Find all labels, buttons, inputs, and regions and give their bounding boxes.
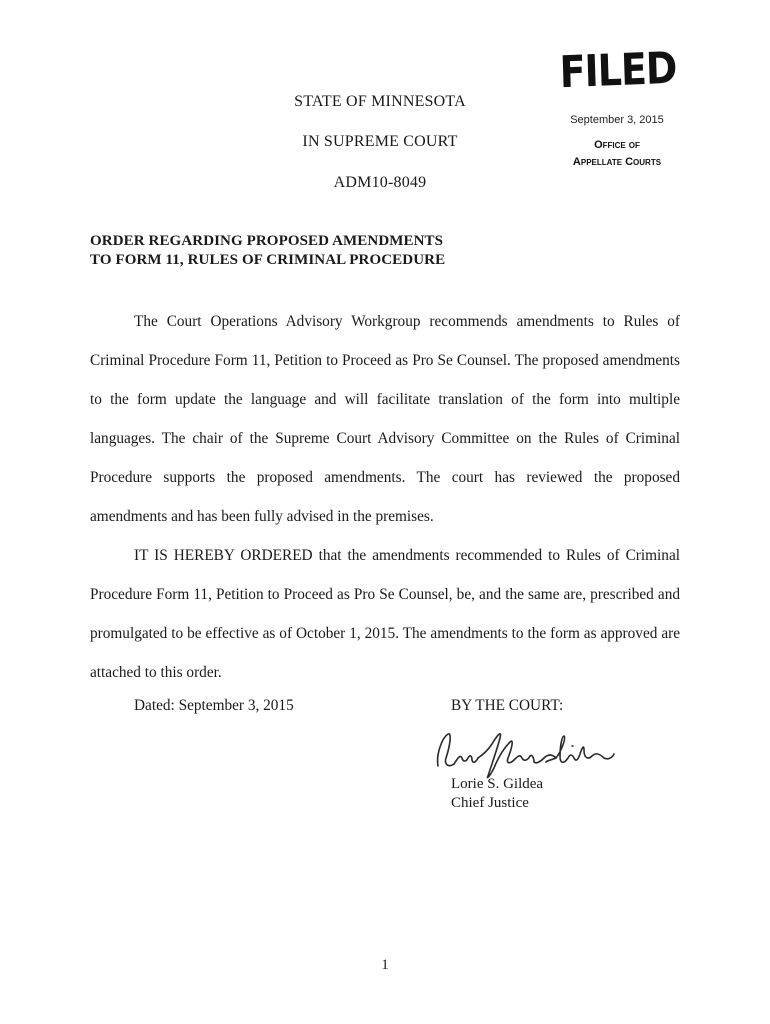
paragraph-order: IT IS HEREBY ORDERED that the amendments recommended to Rules of Criminal Procedure Form 11, Petition to Proceed as Pro Se Counsel, be, and the same are, prescribed and promulgated to be effective as of October 1, 2015. The amendments to the form as approved are attached to this order. (90, 547, 680, 681)
order-body (90, 302, 680, 692)
signature-image (428, 724, 618, 782)
filed-stamp-office (550, 137, 684, 171)
justice-title: Chief Justice (451, 795, 529, 811)
dated-line: Dated: September 3, 2015 (134, 697, 294, 714)
paragraph-recommendation: The Court Operations Advisory Workgroup recommends amendments to Rules of Criminal Procedure Form 11, Petition to Proceed as Pro Se Counsel. The proposed amendments to the form update the language and will facilitate translation of the form into multiple languages. The chair of the Supreme Court Advisory Committee on the Rules of Criminal Procedure supports the proposed amendments. The court has reviewed the proposed amendments and has been fully advised in the premises. (90, 313, 680, 525)
state-heading: STATE OF MINNESOTA (294, 93, 466, 110)
order-title-line1: ORDER REGARDING PROPOSED AMENDMENTS (90, 233, 444, 249)
filed-stamp-office-line1: Office of (594, 139, 640, 151)
filed-stamp-label: FILED (558, 42, 678, 98)
filed-stamp-date: September 3, 2015 (570, 114, 664, 126)
by-the-court: BY THE COURT: (451, 697, 564, 714)
justice-name: Lorie S. Gildea (451, 776, 544, 792)
page-number: 1 (381, 957, 389, 973)
order-title (90, 232, 510, 270)
court-heading: IN SUPREME COURT (302, 133, 458, 150)
filed-stamp-office-line2: Appellate Courts (572, 156, 662, 168)
order-title-line2: TO FORM 11, RULES OF CRIMINAL PROCEDURE (90, 252, 446, 268)
docket-number: ADM10-8049 (333, 174, 427, 191)
